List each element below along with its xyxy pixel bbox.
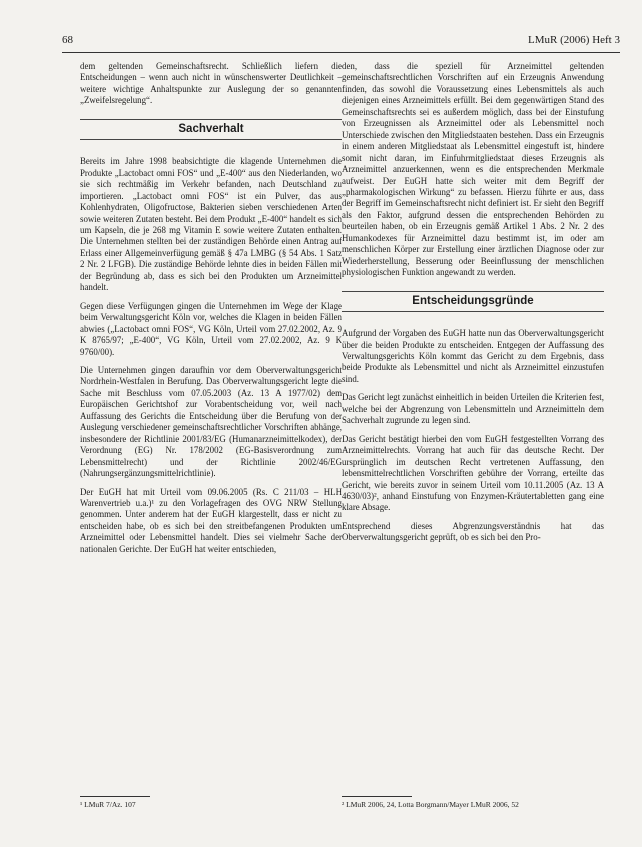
section-heading-entscheidungsgruende: Entscheidungsgründe [342, 291, 604, 312]
footnote-right: ² LMuR 2006, 24, Lotta Borgmann/Mayer LMuR 2006, 52 [342, 800, 519, 809]
page-number: 68 [62, 34, 73, 46]
paragraph: Das Gericht legt zunächst einheitlich in beiden Urteilen die Kriterien fest, welche bei der Abgrenzung von Lebensmitteln und Arzneimitteln dem Sachverhalt zugrunde zu legen sind. [342, 392, 604, 426]
paragraph: Entsprechend dieses Abgrenzungsverständnis hat das Oberverwaltungsgericht geprüft, ob es sich bei den Pro- [342, 520, 604, 543]
section-heading-sachverhalt: Sachverhalt [80, 119, 342, 140]
footnote-left: ¹ LMuR 7/Az. 107 [80, 800, 136, 809]
footnote-rule-right [342, 796, 412, 797]
paragraph: Die Unternehmen gingen daraufhin vor dem Oberverwaltungsgericht Nordrhein-Westfalen in Berufung. Das Oberverwaltungsgericht legte die Sache mit Beschluss vom 07.05.2003 (Az. 13 A 1977/02) dem Europäischen Gerichtshof zur Vorabentscheidung vor, weil nach Auffassung des Gerichts die Entscheidung über die Berufung von der Auslegung verschiedener gemeinschaftsrechtlicher Vorschriften abhänge, insbesondere der Richtlinie 2001/83/EG (Humanarzneimittelkodex), der Verordnung (EG) Nr. 178/2002 (EG-Basisverordnung zum Lebensmittelrecht) und der Richtlinie 2002/46/EG (Nahrungsergänzungsmittelrichtlinie). [80, 364, 342, 479]
header-rule [62, 52, 620, 53]
left-column [80, 61, 342, 562]
paragraph: Gegen diese Verfügungen gingen die Unternehmen im Wege der Klage beim Verwaltungsgericht Köln vor, welches die Klagen in beiden Fällen abwies („Lactobact omni FOS“, VG Köln, Urteil vom 27.02.2002, Az. 9 K 8765/97; „E-400“, VG Köln, Urteil vom 27.02.2002, Az. 9 K 9760/00). [80, 300, 342, 357]
paragraph: Bereits im Jahre 1998 beabsichtigte die klagende Unternehmen die Produkte „Lactobact omni FOS“ und „E-400“ aus den Niederlanden, wo sie sich rechtmäßig im Verkehr befanden, nach Deutschland zu importieren. „Lactobact omni FOS“ ist ein Pulver, das aus Kohlenhydraten, Oligofructose, Bakterien sieben verschiedenen Arten sowie weiteren Zutaten besteht. Bei dem Produkt „E-400“ handelt es sich um Kapseln, die je 268 mg Vitamin E sowie weitere Zutaten enthalten. Die Unternehmen stellten bei der zuständigen Behörde einen Antrag auf Erlass einer Allgemeinverfügung gemäß § 47a LMBG (§ 54 Abs. 1 Satz 2 Nr. 2 LFGB). Die zuständige Behörde lehnte dies in beiden Fällen mit der Begründung ab, dass es sich bei den Produkten um Arzneimittel handelt. [80, 156, 342, 293]
intro-paragraph: dem geltenden Gemeinschaftsrecht. Schließlich liefern die Entscheidungen – wenn auch nicht in wünschenswerter Deutlichkeit – weitere wichtige Anhaltspunkte zur Auslegung der so genannten „Zweifelsregelung“. [80, 61, 342, 106]
right-column [342, 61, 604, 551]
paragraph: Das Gericht bestätigt hierbei den vom EuGH festgestellten Vorrang des Arzneimittelrechts. Vorrang hat auch für das deutsche Recht. Der ursprünglich im deutschen Recht vertretenen Auffassung, den lebensmittelrechtlichen Vorschriften gebühre der Vorrang, erteilte das Gericht, wie bereits zuvor in seinem Urteil vom 10.11.2005 (Az. 13 A 4630/03)², anhand Einstufung von Enzymen-Kräutertabletten gang eine klare Absage. [342, 433, 604, 513]
paragraph: Der EuGH hat mit Urteil vom 09.06.2005 (Rs. C 211/03 – HLH Warenvertrieb u.a.)¹ zu den Vorlagefragen des OVG NRW Stellung genommen. Unter anderem hat der EuGH klargestellt, dass er nicht zu entscheiden habe, ob es sich bei den streitbefangenen Produkten um Arzneimittel oder Lebensmittel handelt. Dies sei vielmehr Sache der nationalen Gerichte. Der EuGH hat weiter entschieden, [80, 486, 342, 554]
paragraph: Aufgrund der Vorgaben des EuGH hatte nun das Oberverwaltungsgericht über die beiden Produkte zu entscheiden. Entgegen der Auffassung des Verwaltungsgerichts Köln kommt das Gericht zu dem Ergebnis, dass beide Produkte als Lebensmittel und nicht als Arzneimittel einzustufen sind. [342, 328, 604, 384]
paragraph: den, dass die speziell für Arzneimittel geltenden gemeinschaftsrechtlichen Vorschriften auf ein Erzeugnis Anwendung finden, das sowohl die Voraussetzung eines Lebensmittels als auch diejenigen eines Arzneimittels erfüllt. Bei dem gegenwärtigen Stand des Gemeinschaftsrechts sei es außerdem möglich, dass bei der Einstufung von Erzeugnissen als Arzneimittel oder als Lebensmittel noch Unterschiede zwischen den Mitgliedstaaten bestehen. Dass ein Erzeugnis in einem anderen Mitgliedstaat als Lebensmittel eingestuft ist, hindere somit nicht daran, im Einfuhrmitgliedstaat dieses Erzeugnis als Arzneimittel anzuerkennen, wenn es die entsprechenden Merkmale aufweist. Der EuGH hatte sich weiter mit dem Begriff der „pharmakologischen Wirkung“ zu befassen. Hierzu führte er aus, dass der Begriff im Gemeinschaftsrecht nicht definiert ist. Er sieht den Begriff als den Faktor, aufgrund dessen die entsprechenden Behörden zu beurteilen haben, ob ein Erzeugnis gemäß Artikel 1 Abs. 2 Nr. 2 des Humankodexes für Arzneimittel dazu bestimmt ist, im oder am menschlichen Körper zur Erstellung einer ärztlichen Diagnose oder zur Wiederherstellung, Besserung oder Beeinflussung der menschlichen physiologischen Funktion angewandt zu werden. [342, 61, 604, 278]
footnote-rule-left [80, 796, 150, 797]
running-head: LMuR (2006) Heft 3 [528, 34, 620, 46]
